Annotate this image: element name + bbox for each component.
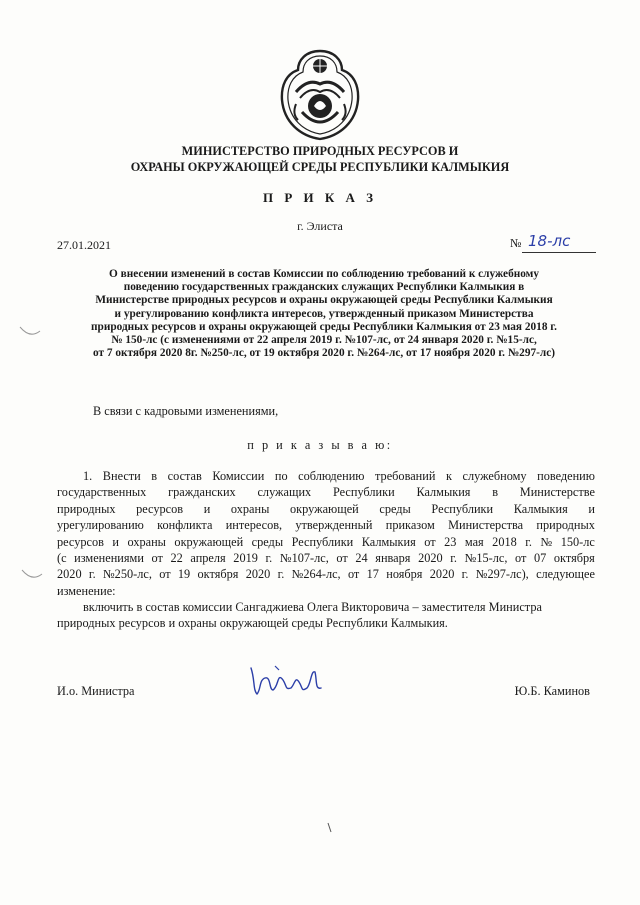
body-word: г. bbox=[525, 534, 532, 549]
body-word: от bbox=[159, 567, 171, 582]
body-word: в bbox=[151, 469, 158, 483]
body-word: Калмыкия bbox=[416, 485, 471, 500]
body-word: 2020 bbox=[418, 551, 443, 566]
ministry-line-2: ОХРАНЫ ОКРУЖАЮЩЕЙ СРЕДЫ РЕСПУБЛИКИ КАЛМЫКИЯ bbox=[130, 160, 510, 174]
body-word: охраны bbox=[230, 501, 270, 516]
body-word: и bbox=[588, 501, 595, 516]
body-word: и bbox=[112, 534, 119, 549]
body-word: Калмыкия bbox=[361, 534, 416, 549]
body-word: от bbox=[336, 551, 348, 566]
body-word: г. bbox=[450, 551, 457, 566]
body-word: мая bbox=[464, 534, 484, 549]
heading-line: № 150-лс (с изменениями от 22 апреля 2019 г. №107-лс, от 24 января 2020 г. №15-лс, bbox=[111, 334, 537, 347]
body-word: служебному bbox=[462, 469, 527, 483]
heading-line: от 7 октября 2020 8г. №250-лс, от 19 октября 2020 г. №264-лс, от 17 ноября 2020 г. №297-лс) bbox=[92, 347, 556, 360]
body-word: января bbox=[375, 551, 411, 566]
body-word: Республики bbox=[431, 501, 494, 516]
body-word: 22 bbox=[170, 551, 183, 566]
body-word: по bbox=[274, 469, 288, 483]
body-word: Внести bbox=[102, 469, 141, 483]
body-word: интересов, bbox=[225, 518, 283, 533]
body-word: 2020 bbox=[429, 567, 455, 582]
body-word: октября bbox=[197, 567, 239, 582]
body-word: № bbox=[540, 534, 553, 549]
body-word: Республики bbox=[332, 485, 395, 500]
body-word: урегулированию bbox=[57, 518, 144, 533]
body-word: окружающей bbox=[289, 501, 359, 516]
body-word: 24 bbox=[355, 551, 368, 566]
body-word: от bbox=[515, 551, 527, 566]
body-word: следующее bbox=[536, 567, 595, 582]
handwritten-signature-icon bbox=[245, 660, 355, 700]
heading-line: и урегулированию конфликта интересов, утвержденный приказом Министерства bbox=[114, 307, 534, 320]
body-line bbox=[57, 501, 595, 517]
body-word: 2018 bbox=[492, 534, 517, 549]
number-underline bbox=[522, 252, 596, 253]
body-word: №297-лс), bbox=[475, 567, 529, 582]
body-word: 2020 bbox=[57, 567, 82, 582]
heading-line: О внесении изменений в состав Комиссии по соблюдению требований к служебному bbox=[108, 268, 540, 280]
body-word: г. bbox=[88, 567, 96, 582]
heading-line: поведению государственных гражданских служащих Республики Калмыкия в bbox=[123, 281, 525, 294]
body-word: окружающей bbox=[174, 534, 244, 549]
body-word: ноября bbox=[386, 567, 423, 582]
body-word: гражданских bbox=[168, 485, 236, 500]
heading-line: Министерстве природных ресурсов и охраны окружающей среды Республики Калмыкия bbox=[95, 294, 553, 307]
emblem-icon bbox=[278, 48, 362, 142]
body-word: 17 bbox=[366, 567, 379, 582]
body-word: среды bbox=[379, 501, 411, 516]
body-line bbox=[57, 566, 595, 582]
number-prefix: № bbox=[510, 236, 522, 250]
sub-paragraph-line: включить в состав комиссии Сангаджиева Олега Викторовича – заместителя Министра bbox=[83, 600, 542, 614]
body-word: ресурсов bbox=[136, 501, 184, 516]
body-word: государственных bbox=[57, 485, 147, 500]
body-word: Министерства bbox=[448, 518, 524, 533]
scan-speck-icon bbox=[326, 822, 334, 834]
body-word: Республики bbox=[291, 534, 354, 549]
document-title: П Р И К А З bbox=[262, 190, 378, 205]
body-word: г. bbox=[461, 567, 469, 582]
signatory-title: И.о. Министра bbox=[57, 684, 135, 698]
body-line bbox=[57, 484, 595, 500]
body-word: ресурсов bbox=[57, 534, 104, 549]
body-word: №15-лс, bbox=[464, 551, 508, 566]
body-word: изменение: bbox=[57, 583, 116, 598]
order-heading bbox=[55, 268, 593, 360]
ministry-line-1: МИНИСТЕРСТВО ПРИРОДНЫХ РЕСУРСОВ И bbox=[181, 144, 459, 158]
body-word: к bbox=[445, 469, 452, 483]
body-line bbox=[57, 550, 595, 566]
handwritten-order-number: 18-лс bbox=[528, 232, 571, 250]
body-word: и bbox=[203, 501, 211, 516]
body-word: (с bbox=[57, 551, 67, 566]
body-line bbox=[57, 583, 595, 599]
body-word: 2019 bbox=[233, 551, 258, 566]
intro-text: В связи с кадровыми изменениями, bbox=[93, 404, 279, 418]
body-word: апреля bbox=[190, 551, 226, 566]
body-word: служащих bbox=[257, 485, 312, 500]
ministry-name bbox=[0, 143, 640, 175]
body-word: №264-лс, bbox=[291, 567, 341, 582]
scan-mark-icon bbox=[18, 325, 42, 339]
body-word: среды bbox=[251, 534, 284, 549]
body-word: природных bbox=[536, 518, 595, 533]
signatory-name: Ю.Б. Каминов bbox=[514, 684, 590, 698]
body-word: состав bbox=[167, 469, 202, 483]
body-word: охраны bbox=[127, 534, 166, 549]
body-word: приказом bbox=[385, 518, 435, 533]
body-word: г. bbox=[265, 551, 273, 566]
body-word: 1. bbox=[83, 469, 93, 483]
body-word: соблюдению bbox=[298, 469, 365, 483]
scan-mark-icon bbox=[20, 568, 44, 582]
body-word: конфликта bbox=[157, 518, 213, 533]
body-word: 2020 bbox=[245, 567, 271, 582]
body-word: 19 bbox=[177, 567, 191, 582]
body-word: требований bbox=[375, 469, 436, 483]
body-word: г. bbox=[277, 567, 285, 582]
body-line bbox=[57, 534, 595, 550]
body-word: от bbox=[347, 567, 360, 582]
body-word: утвержденный bbox=[295, 518, 373, 533]
order-sub-paragraph bbox=[57, 599, 595, 632]
city-label: г. Элиста bbox=[297, 219, 343, 233]
body-word: Комиссии bbox=[212, 469, 265, 483]
body-word: №250-лс, bbox=[102, 567, 152, 582]
body-word: от bbox=[151, 551, 163, 566]
body-word: изменениями bbox=[74, 551, 144, 566]
body-word: поведению bbox=[537, 469, 595, 483]
body-word: 23 bbox=[444, 534, 457, 549]
body-word: Министерстве bbox=[519, 485, 595, 500]
body-word: Калмыкия bbox=[513, 501, 568, 516]
order-body-paragraph bbox=[57, 468, 595, 599]
body-line bbox=[57, 468, 595, 484]
body-word: 150-лс bbox=[560, 534, 595, 549]
body-word: октября bbox=[553, 551, 595, 566]
body-line bbox=[57, 517, 595, 533]
sub-paragraph-line: природных ресурсов и охраны окружающей среды Республики Калмыкия. bbox=[57, 616, 448, 631]
document-date: 27.01.2021 bbox=[57, 238, 111, 252]
order-word: п р и к а з ы в а ю: bbox=[247, 438, 393, 452]
heading-line: природных ресурсов и охраны окружающей среды Республики Калмыкия от 23 мая 2018 г. bbox=[91, 320, 557, 333]
body-word: от bbox=[424, 534, 436, 549]
body-word: природных bbox=[57, 501, 116, 516]
body-word: №107-лс, bbox=[279, 551, 329, 566]
body-word: в bbox=[492, 485, 499, 500]
body-word: 07 bbox=[534, 551, 547, 566]
